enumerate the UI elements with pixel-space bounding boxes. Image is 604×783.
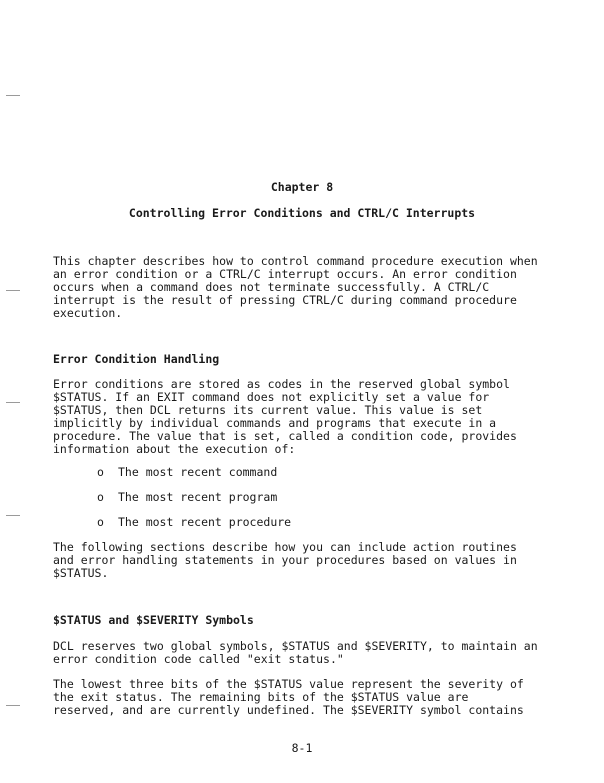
bullet-marker: o (97, 515, 104, 529)
section-heading-status-severity: $STATUS and $SEVERITY Symbols (53, 613, 254, 627)
scan-mark (6, 95, 20, 96)
sections-overview-paragraph: The following sections describe how you can include action routines and error handling statements in your procedures based on values in $STATUS. (53, 540, 517, 580)
intro-paragraph: This chapter describes how to control command procedure execution when an error condition or a CTRL/C interrupt occurs. An error condition occurs when a command does not terminate successfully. A CTRL/C interrupt is the result of pressing CTRL/C during command procedure execution. (53, 254, 538, 320)
list-item (97, 490, 277, 504)
chapter-number: Chapter 8 (270, 180, 334, 194)
page-number: 8-1 (291, 741, 313, 755)
scan-mark (6, 290, 20, 291)
bullet-marker: o (97, 465, 104, 479)
scan-mark (6, 705, 20, 706)
bullet-marker: o (97, 490, 104, 504)
scan-mark (6, 515, 20, 516)
list-item (97, 515, 291, 529)
list-item (97, 465, 277, 479)
chapter-title: Controlling Error Conditions and CTRL/C Interrupts (128, 206, 476, 220)
list-item-text: The most recent procedure (118, 515, 292, 529)
section-heading-error-handling: Error Condition Handling (53, 352, 220, 366)
error-handling-paragraph: Error conditions are stored as codes in the reserved global symbol $STATUS. If an EXIT command does not explicitly set a value for $STATUS, then DCL returns its current value. This value is set implicitly by individual commands and programs that execute in a procedure. The value that is set, called a condition code, provides information about the execution of: (53, 377, 517, 456)
list-item-text: The most recent command (118, 465, 278, 479)
scan-mark (6, 402, 20, 403)
list-item-text: The most recent program (118, 490, 278, 504)
severity-bits-paragraph: The lowest three bits of the $STATUS value represent the severity of the exit status. The remaining bits of the $STATUS value are reserved, and are currently undefined. The $SEVERITY symbol contains (53, 677, 524, 717)
status-symbols-paragraph: DCL reserves two global symbols, $STATUS and $SEVERITY, to maintain an error condition code called "exit status." (53, 639, 538, 666)
